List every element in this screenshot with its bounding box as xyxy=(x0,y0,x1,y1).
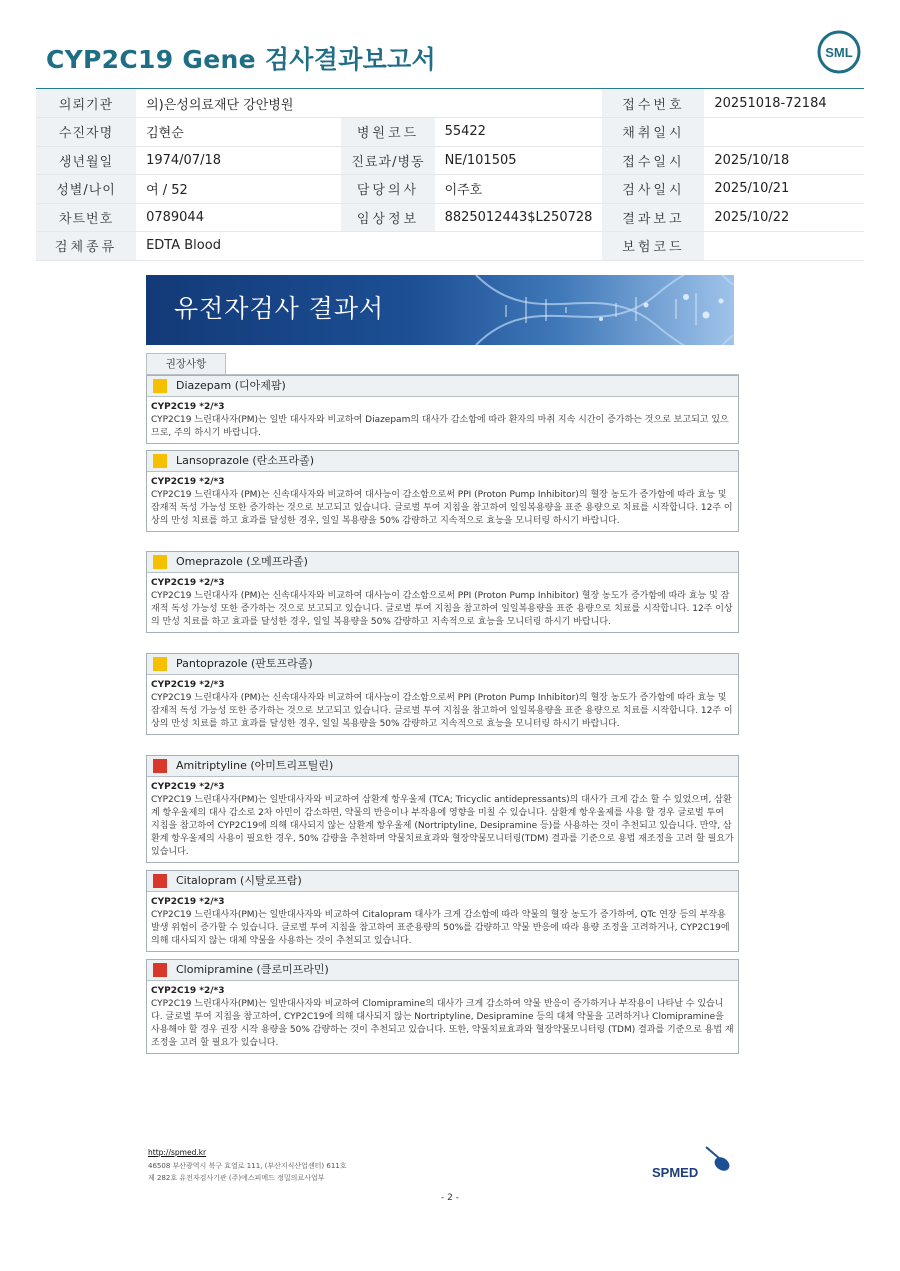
value-collection-time xyxy=(704,118,864,147)
page-title: CYP2C19 Gene 검사결과보고서 xyxy=(46,45,436,74)
footer-address-line: 46508 부산광역시 북구 효열로 111, (부산지식산업센터) 611호 xyxy=(148,1162,347,1170)
value-doctor: 이주호 xyxy=(435,175,603,204)
drug-name: Pantoprazole (판토프라졸) xyxy=(176,657,313,670)
label-collection-time: 채취일시 xyxy=(602,118,704,147)
drug-genotype: CYP2C19 *2/*3 xyxy=(151,986,225,996)
label-birth-date: 생년월일 xyxy=(36,146,136,175)
page-number: - 2 - xyxy=(441,1193,459,1203)
drug-card-citalopram xyxy=(146,870,739,952)
drug-card-body xyxy=(147,675,738,734)
info-row xyxy=(36,118,864,147)
drug-genotype: CYP2C19 *2/*3 xyxy=(151,680,225,690)
drug-card-lansoprazole xyxy=(146,450,739,532)
caution-indicator-icon xyxy=(153,555,167,569)
drug-card-header xyxy=(147,960,738,981)
value-receipt-date: 2025/10/18 xyxy=(704,146,864,175)
drug-card-body xyxy=(147,892,738,951)
info-row xyxy=(36,203,864,232)
drug-card-clomipramine xyxy=(146,959,739,1054)
label-hospital-code: 병원코드 xyxy=(341,118,434,147)
warning-indicator-icon xyxy=(153,759,167,773)
value-clinical-info: 8825012443$L250728 xyxy=(435,203,603,232)
drug-genotype: CYP2C19 *2/*3 xyxy=(151,578,225,588)
drug-genotype: CYP2C19 *2/*3 xyxy=(151,782,225,792)
label-insurance-code: 보험코드 xyxy=(602,232,704,261)
drug-recommendation: CYP2C19 느린대사자 (PM)는 신속대사자와 비교하여 대사능이 감소함으로써 PPI (Proton Pump Inhibitor)의 혈장 농도가 증가함에 따라 효능 및 잠재적 독성 가능성 또한 증가하는 것으로 보고되고 있습니다. 글로벌 투여 지침을 참고하여 일일복용량을 표준 용량으로 치료를 시작합니다. 12주 이상의 만성 치료를 하고 효과를 달성한 경우, 일일 복용량을 50% 감량하고 지속적으로 효능을 모니터링 하시기 바랍니다. xyxy=(151,490,733,526)
label-receipt-number: 접수번호 xyxy=(602,89,704,118)
value-specimen-type: EDTA Blood xyxy=(136,232,602,261)
info-row xyxy=(36,89,864,118)
drug-card-body xyxy=(147,573,738,632)
drug-recommendation: CYP2C19 느린대사자 (PM)는 신속대사자와 비교하여 대사능이 감소함으로써 PPI (Proton Pump Inhibitor)의 혈장 농도가 증가함에 따라 효능 및 잠재적 독성 가능성 또한 증가하는 것으로 보고되고 있습니다. 글로벌 투여 지침을 참고하여 일일복용량을 표준 용량으로 치료를 시작합니다. 12주 이상의 만성 치료를 하고 효과를 달성한 경우, 일일 복용량을 50% 감량하고 지속적으로 효능을 모니터링 하시기 바랍니다. xyxy=(151,693,733,729)
drug-genotype: CYP2C19 *2/*3 xyxy=(151,402,225,412)
drug-name: Citalopram (시탈로프람) xyxy=(176,874,302,887)
warning-indicator-icon xyxy=(153,874,167,888)
drug-card-body xyxy=(147,981,738,1053)
drug-name: Clomipramine (클로미프라민) xyxy=(176,963,329,976)
drug-card-pantoprazole xyxy=(146,653,739,735)
drug-card-omeprazole xyxy=(146,551,739,633)
spmed-logo-text: SPMED xyxy=(652,1165,699,1180)
drug-card-header xyxy=(147,451,738,472)
label-doctor: 담당의사 xyxy=(341,175,434,204)
value-patient-name: 김현순 xyxy=(136,118,341,147)
drug-card-body xyxy=(147,777,738,862)
sml-logo xyxy=(817,30,861,74)
label-sex-age: 성별/나이 xyxy=(36,175,136,204)
info-row xyxy=(36,146,864,175)
info-row xyxy=(36,175,864,204)
footer-address xyxy=(148,1160,347,1184)
drug-card-header xyxy=(147,871,738,892)
value-test-date: 2025/10/21 xyxy=(704,175,864,204)
value-chart-number: 0789044 xyxy=(136,203,341,232)
drug-recommendation: CYP2C19 느린대사자 (PM)는 신속대사자와 비교하여 대사능이 감소함으로써 PPI (Proton Pump Inhibitor) 혈장 농도가 증가함에 따라 효능 및 잠재적 독성 가능성 또한 증가하는 것으로 보고되고 있습니다. 글로벌 투여 지침을 참고하여 일일복용량을 표준 용량으로 치료를 시작합니다. 12주 이상의 만성 치료를 하고 효과를 달성한 경우, 일일 복용량을 50% 감량하고 지속적으로 효능을 모니터링 하시기 바랍니다. xyxy=(151,591,733,627)
value-insurance-code xyxy=(704,232,864,261)
drug-recommendation: CYP2C19 느린대사자(PM)는 일반대사자와 비교하여 삼환계 항우울제 (TCA; Tricyclic antidepressants)의 대사가 크게 감소 할 수 있었으며, 삼환계 항우울제의 대사 감소로 2차 아민이 감소하면, 약물의 반응이나 부작용에 영향을 미칠 수 있습니다. 삼환계 항우울제를 사용 할 경우 글로벌 투여 지침을 참고하여 CYP2C19에 의해 대사되지 않는 삼환계 항우울제 (Nortriptyline, Desipramine 등)를 사용하는 것이 추천되고 있습니다. 만약, 삼환계 항우울제의 사용이 필요한 경우, 50% 감량을 추천하며 약물치료효과와 혈장약물모니터링(TDM) 결과를 기준으로 용법 재조정을 고려 할 필요가 있습니다. xyxy=(151,795,734,857)
drug-card-header xyxy=(147,654,738,675)
sml-logo-text: SML xyxy=(825,45,853,60)
caution-indicator-icon xyxy=(153,657,167,671)
banner-title: 유전자검사 결과서 xyxy=(174,294,385,323)
label-clinical-info: 임상정보 xyxy=(341,203,434,232)
info-row xyxy=(36,232,864,261)
drug-name: Lansoprazole (란소프라졸) xyxy=(176,454,315,467)
drug-name: Omeprazole (오메프라졸) xyxy=(176,555,308,568)
drug-recommendation: CYP2C19 느린대사자(PM)는 일반 대사자와 비교하여 Diazepam의 대사가 감소함에 따라 환자의 마취 지속 시간이 증가하는 것으로 보고되고 있으므로, 주의 하시기 바랍니다. xyxy=(151,415,729,438)
drug-card-amitriptyline xyxy=(146,755,739,863)
caution-indicator-icon xyxy=(153,379,167,393)
caution-indicator-icon xyxy=(153,454,167,468)
drug-card-header xyxy=(147,376,738,397)
label-test-date: 검사일시 xyxy=(602,175,704,204)
drug-genotype: CYP2C19 *2/*3 xyxy=(151,477,225,487)
drug-name: Amitriptyline (아미트리프틸린) xyxy=(176,759,334,772)
drug-name: Diazepam (디아제팜) xyxy=(176,379,286,392)
value-sex-age: 여 / 52 xyxy=(136,175,341,204)
drug-genotype: CYP2C19 *2/*3 xyxy=(151,897,225,907)
patient-info-table xyxy=(36,89,864,261)
label-chart-number: 차트번호 xyxy=(36,203,136,232)
value-hospital-code: 55422 xyxy=(435,118,603,147)
footer-link[interactable]: http://spmed.kr xyxy=(148,1148,207,1157)
footer-address-line: 제 282호 유전자검사기관 (주)에스피메드 정밀의료사업부 xyxy=(148,1174,325,1182)
tab-recommendations[interactable]: 권장사항 xyxy=(146,353,226,375)
drug-card-header xyxy=(147,552,738,573)
label-department-ward: 진료과/병동 xyxy=(341,146,434,175)
label-result-report: 결과보고 xyxy=(602,203,704,232)
label-specimen-type: 검체종류 xyxy=(36,232,136,261)
spmed-logo xyxy=(650,1145,734,1185)
drug-recommendation: CYP2C19 느린대사자(PM)는 일반대사자와 비교하여 Citalopram 대사가 크게 감소함에 따라 약물의 혈장 농도가 증가하여, QTc 연장 등의 부작용 발생 위험이 증가할 수 있습니다. 글로벌 투여 지침을 참고하여 표준용량의 50%를 감량하고 약물 반응에 따라 용량 조정을 고려하거나, CYP2C19에 의해 대사되지 않는 대체 약물을 사용하는 것이 추천되고 있습니다. xyxy=(151,910,730,946)
label-patient-name: 수진자명 xyxy=(36,118,136,147)
drug-card-header xyxy=(147,756,738,777)
drug-card-diazepam xyxy=(146,375,739,444)
value-department-ward: NE/101505 xyxy=(435,146,603,175)
label-receipt-date: 접수일시 xyxy=(602,146,704,175)
value-requesting-institution: 의)은성의료재단 강안병원 xyxy=(136,89,602,118)
value-result-report: 2025/10/22 xyxy=(704,203,864,232)
label-requesting-institution: 의뢰기관 xyxy=(36,89,136,118)
report-banner xyxy=(146,275,734,345)
drug-card-body xyxy=(147,472,738,531)
drug-recommendation: CYP2C19 느린대사자(PM)는 일반대사자와 비교하여 Clomipramine의 대사가 크게 감소하여 약물 반응이 증가하거나 부작용이 나타날 수 있습니다. 글로벌 투여 지침을 참고하여, CYP2C19에 의해 대사되지 않는 Nortriptyline, Desipramine 등의 대체 약물을 고려하거나 Clomipramine을 사용해야 할 경우 권장 시작 용량을 50% 감량하는 것이 추천되고 있습니다. 또한, 약물치료효과와 혈장약물모니터링 (TDM) 결과를 기준으로 용법 재조정을 고려 할 필요가 있습니다. xyxy=(151,999,734,1048)
warning-indicator-icon xyxy=(153,963,167,977)
value-birth-date: 1974/07/18 xyxy=(136,146,341,175)
value-receipt-number: 20251018-72184 xyxy=(704,89,864,118)
drug-card-body xyxy=(147,397,738,443)
